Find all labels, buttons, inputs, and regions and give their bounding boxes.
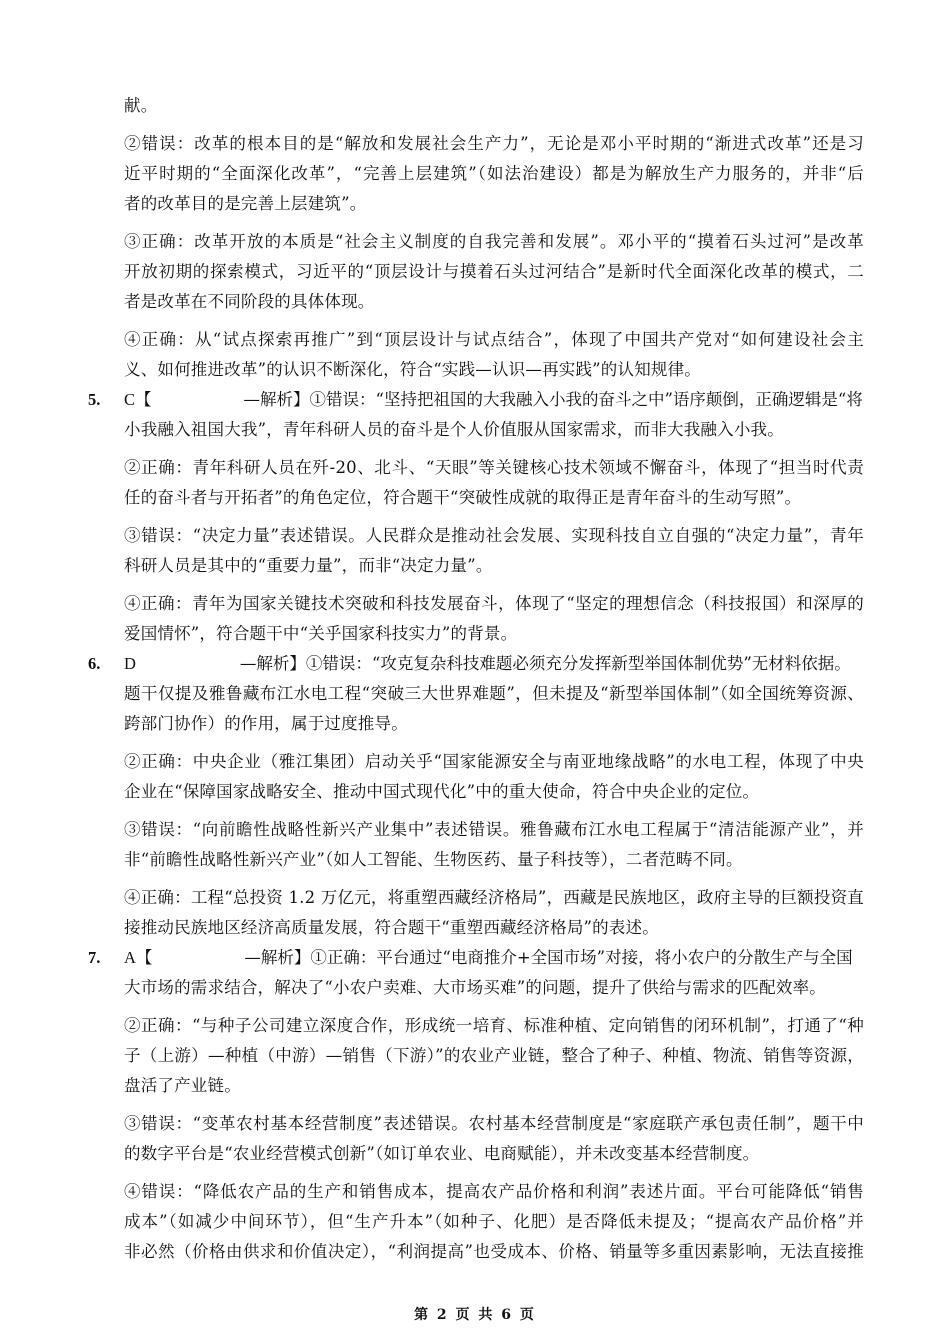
question-6-header (124, 654, 864, 674)
question-5-header (124, 390, 864, 410)
q7-item-2-line-2: 子（上游）—种植（中游）—销售（下游）”的农业产业链，整合了种子、种植、物流、销售等资源， (124, 1046, 864, 1065)
q6-item-3-line-1: ③错误：“向前瞻性战略性新兴产业集中”表述错误。雅鲁藏布江水电工程属于“清洁能源产业”，并 (124, 820, 864, 839)
q6-item-2-line-1: ②正确：中央企业（雅江集团）启动关乎“国家能源安全与南亚地缘战略”的水电工程，体现了中央 (124, 752, 864, 771)
q4-item-2-line-2: 近平时期的“全面深化改革”，“完善上层建筑”（如法治建设）都是为解放生产力服务的，并非“后 (124, 164, 864, 183)
q5-item-3-line-2: 科研人员是其中的“重要力量”，而非“决定力量”。 (124, 556, 493, 575)
q4-item-2-line-1: ②错误：改革的根本目的是“解放和发展社会生产力”，无论是邓小平时期的“渐进式改革”还是习 (124, 134, 864, 153)
question-7-header (124, 948, 864, 968)
question-5-analysis-start: —解析】①错误：“坚持把祖国的大我融入小我的奋斗之中”语序颠倒，正确逻辑是“将 (243, 390, 863, 409)
page-footer: 第 2 页 共 6 页 (414, 1307, 536, 1323)
question-6-number: 6. (88, 654, 101, 673)
q4-item-3-line-1: ③正确：改革开放的本质是“社会主义制度的自我完善和发展”。邓小平的“摸着石头过河”是改革 (124, 232, 864, 251)
q7-item-4-line-2: 成本”（如减少中间环节），但“生产升本”（如种子、化肥）是否降低未提及；“提高农产品价格”并 (124, 1212, 864, 1231)
q7-item-2-line-3: 盘活了产业链。 (124, 1076, 241, 1095)
question-6-answer: D (124, 654, 136, 673)
q6-item-2-line-2: 企业在“保障国家战略安全、推动中国式现代化”中的重大使命，符合中央企业的定位。 (124, 782, 760, 801)
question-7-analysis-start: —解析】①正确：平台通过“电商推介+全国市场”对接，将小农户的分散生产与全国 (244, 948, 853, 967)
question-6-analysis-start: —解析】①错误：“攻克复杂科技难题必须充分发挥新型举国体制优势”无材料依据。 (239, 654, 851, 673)
q4-item-3-line-2: 开放初期的探索模式，习近平的“顶层设计与摸着石头过河结合”是新时代全面深化改革的模式，二 (124, 262, 864, 281)
question-5-number: 5. (88, 390, 101, 409)
question-6-analysis-cont-2: 跨部门协作）的作用，属于过度推导。 (124, 714, 408, 733)
question-7-analysis-cont: 大市场的需求结合，解决了“小农户卖难、大市场买难”的问题，提升了供给与需求的匹配效率。 (124, 978, 826, 997)
q4-item-3-line-3: 者是改革在不同阶段的具体体现。 (124, 292, 375, 311)
question-5-answer: C【 (124, 390, 152, 409)
question-7-number: 7. (88, 948, 101, 967)
continuation-text: 献。 (124, 96, 158, 115)
q4-item-4-line-1: ④正确：从“试点探索再推广”到“顶层设计与试点结合”，体现了中国共产党对“如何建设社会主 (124, 330, 864, 349)
q5-item-3-line-1: ③错误：“决定力量”表述错误。人民群众是推动社会发展、实现科技自立自强的“决定力量”，青年 (124, 526, 864, 545)
q5-item-4-line-1: ④正确：青年为国家关键技术突破和科技发展奋斗，体现了“坚定的理想信念（科技报国）和深厚的 (124, 594, 864, 613)
q5-item-4-line-2: 爱国情怀”，符合题干中“关乎国家科技实力”的背景。 (124, 624, 518, 643)
q7-item-2-line-1: ②正确：“与种子公司建立深度合作，形成统一培育、标准种植、定向销售的闭环机制”，打通了“种 (124, 1016, 864, 1035)
q5-item-2-line-1: ②正确：青年科研人员在歼-20、北斗、“天眼”等关键核心技术领域不懈奋斗，体现了“担当时代责 (124, 458, 864, 477)
q6-item-3-line-2: 非“前瞻性战略性新兴产业”（如人工智能、生物医药、量子科技等），二者范畴不同。 (124, 850, 743, 869)
q5-item-2-line-2: 任的奋斗者与开拓者”的角色定位，符合题干“突破性成就的取得正是青年奋斗的生动写照”。 (124, 488, 802, 507)
question-5-analysis-cont: 小我融入祖国大我”，青年科研人员的奋斗是个人价值服从国家需求，而非大我融入小我。 (124, 420, 784, 439)
q6-item-4-line-2: 接推动民族地区经济高质量发展，符合题干“重塑西藏经济格局”的表述。 (124, 918, 659, 937)
q6-item-4-line-1: ④正确：工程“总投资 1.2 万亿元，将重塑西藏经济格局”，西藏是民族地区，政府主导的巨额投资直 (124, 888, 864, 907)
q4-item-4-line-2: 义、如何推进改革”的认识不断深化，符合“实践—认识—再实践”的认知规律。 (124, 360, 702, 379)
q7-item-4-line-1: ④错误：“降低农产品的生产和销售成本，提高农产品价格和利润”表述片面。平台可能降低“销售 (124, 1182, 864, 1201)
q7-item-4-line-3: 非必然（价格由供求和价值决定），“利润提高”也受成本、价格、销量等多重因素影响，无法直接推 (124, 1242, 864, 1261)
question-7-answer: A【 (124, 948, 153, 967)
q7-item-3-line-2: 的数字平台是“农业经营模式创新”（如订单农业、电商赋能），并未改变基本经营制度。 (124, 1144, 760, 1163)
q7-item-3-line-1: ③错误：“变革农村基本经营制度”表述错误。农村基本经营制度是“家庭联产承包责任制”，题干中 (124, 1114, 864, 1133)
question-6-analysis-cont-1: 题干仅提及雅鲁藏布江水电工程“突破三大世界难题”，但未提及“新型举国体制”（如全国统筹资源、 (124, 684, 864, 703)
q4-item-2-line-3: 者的改革目的是完善上层建筑”。 (124, 194, 367, 213)
